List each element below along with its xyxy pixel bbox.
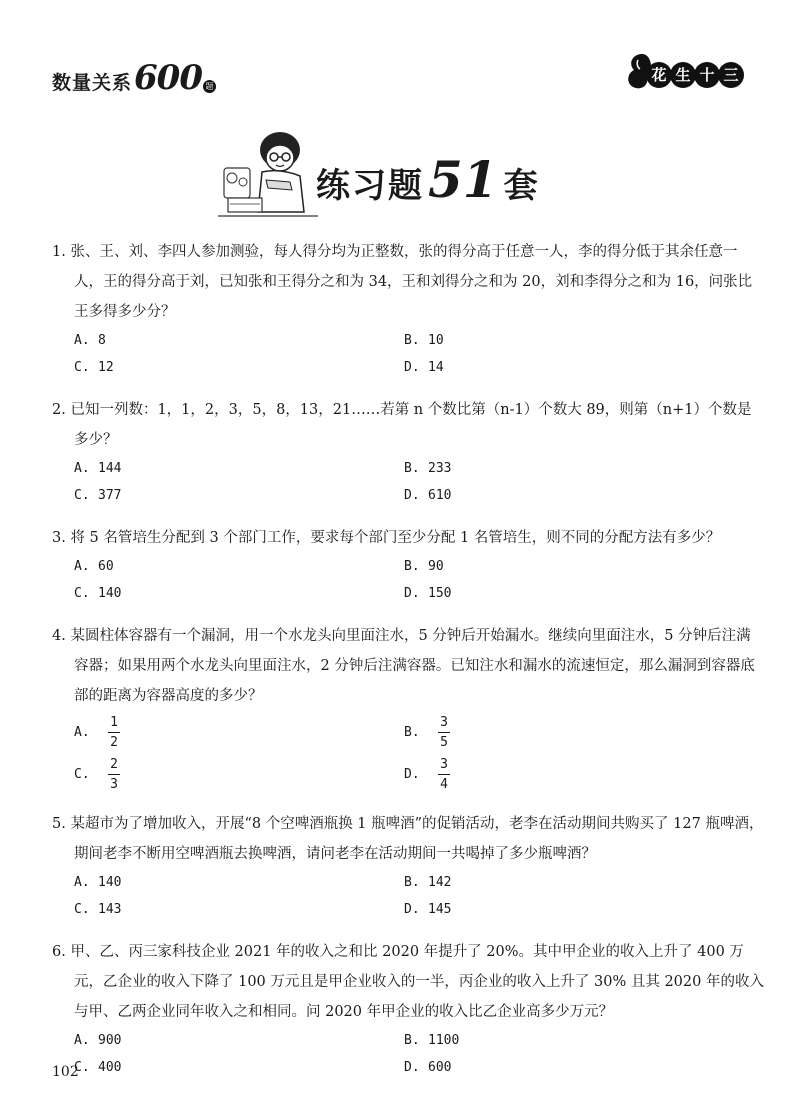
option-letter: B. — [404, 559, 420, 574]
numerator: 3 — [440, 714, 448, 730]
option-text: 142 — [428, 875, 452, 890]
option-text: 400 — [98, 1060, 122, 1075]
brand-char-3: 十 — [694, 62, 720, 88]
fraction-bar — [108, 732, 120, 733]
option-text: 8 — [98, 333, 106, 348]
option-list — [52, 869, 764, 923]
option-list — [52, 553, 764, 607]
option-text: 377 — [98, 488, 122, 503]
series-suffix: 题 — [203, 80, 216, 93]
option-list — [52, 1027, 764, 1081]
option-c[interactable] — [74, 354, 404, 381]
option-d[interactable] — [404, 753, 734, 795]
denominator: 2 — [110, 734, 118, 750]
option-c[interactable] — [74, 482, 404, 509]
option-list — [52, 455, 764, 509]
fraction-bar — [108, 774, 120, 775]
numerator: 2 — [110, 756, 118, 772]
denominator: 3 — [110, 776, 118, 792]
option-a[interactable] — [74, 869, 404, 896]
question-stem: 2. 已知一列数：1，1，2，3，5，8，13，21……若第 n 个数比第（n-1）个数大 89，则第（n+1）个数是多少？ — [52, 402, 752, 448]
option-c[interactable] — [74, 753, 404, 795]
set-title — [316, 150, 540, 209]
brand-char-4: 三 — [718, 62, 744, 88]
question-stem: 4. 某圆柱体容器有一个漏洞，用一个水龙头向里面注水，5 分钟后开始漏水。继续向里面注水，5 分钟后注满容器；如果用两个水龙头向里面注水，2 分钟后注满容器。已知注水和漏水的流速恒定，那么漏洞到容器底部的距离为容器高度的多少？ — [52, 628, 755, 704]
question-6 — [52, 937, 764, 1081]
option-text: 145 — [428, 902, 452, 917]
denominator: 4 — [440, 776, 448, 792]
set-number: 51 — [428, 150, 498, 209]
option-b[interactable] — [404, 869, 734, 896]
student-reading-icon — [218, 120, 318, 220]
option-text: 90 — [428, 559, 444, 574]
question-list — [52, 237, 764, 1095]
option-d[interactable] — [404, 896, 734, 923]
fraction — [438, 715, 450, 750]
series-header — [52, 58, 216, 98]
option-list — [52, 711, 764, 795]
option-text: 233 — [428, 461, 452, 476]
numerator: 1 — [110, 714, 118, 730]
option-letter: B. — [404, 724, 420, 740]
series-number: 600 — [134, 58, 202, 98]
option-letter: D. — [404, 902, 420, 917]
numerator: 3 — [440, 756, 448, 772]
option-text: 10 — [428, 333, 444, 348]
page-number: 102 — [52, 1064, 79, 1080]
option-letter: C. — [74, 1060, 90, 1075]
option-text: 900 — [98, 1033, 122, 1048]
fraction — [438, 757, 450, 792]
option-letter: A. — [74, 1033, 90, 1048]
denominator: 5 — [440, 734, 448, 750]
option-d[interactable] — [404, 1054, 734, 1081]
option-text: 60 — [98, 559, 114, 574]
option-text: 610 — [428, 488, 452, 503]
option-b[interactable] — [404, 1027, 734, 1054]
option-d[interactable] — [404, 580, 734, 607]
option-text: 150 — [428, 586, 452, 601]
option-b[interactable] — [404, 553, 734, 580]
option-c[interactable] — [74, 896, 404, 923]
option-a[interactable] — [74, 327, 404, 354]
option-text: 143 — [98, 902, 122, 917]
option-letter: D. — [404, 586, 420, 601]
option-letter: C. — [74, 488, 90, 503]
question-stem: 1. 张、王、刘、李四人参加测验，每人得分均为正整数，张的得分高于任意一人，李的得分低于其余任意一人，王的得分高于刘，已知张和王得分之和为 34，王和刘得分之和为 20，刘和李得分之和为 16，问张比王多得多少分？ — [52, 244, 753, 320]
question-1 — [52, 237, 764, 381]
fraction-bar — [438, 732, 450, 733]
set-title-prefix: 练习题 — [316, 166, 424, 206]
option-a[interactable] — [74, 553, 404, 580]
series-title: 数量关系 — [52, 72, 133, 94]
set-title-suffix: 套 — [503, 166, 540, 206]
question-stem: 3. 将 5 名管培生分配到 3 个部门工作，要求每个部门至少分配 1 名管培生，则不同的分配方法有多少？ — [52, 530, 721, 546]
option-a[interactable] — [74, 1027, 404, 1054]
option-b[interactable] — [404, 455, 734, 482]
option-letter: D. — [404, 766, 420, 782]
question-4 — [52, 621, 764, 795]
option-letter: C. — [74, 360, 90, 375]
question-stem: 6. 甲、乙、丙三家科技企业 2021 年的收入之和比 2020 年提升了 20%。其中甲企业的收入上升了 400 万元，乙企业的收入下降了 100 万元且是甲企业收入的一半，丙企业的收入上升了 30% 且其 2020 年的收入与甲、乙两企业同年收入之和相同。问 2020 年甲企业的收入比乙企业高多少万元？ — [52, 944, 764, 1020]
option-letter: A. — [74, 333, 90, 348]
option-letter: A. — [74, 724, 90, 740]
option-a[interactable] — [74, 711, 404, 753]
option-d[interactable] — [404, 482, 734, 509]
option-c[interactable] — [74, 580, 404, 607]
option-c[interactable] — [74, 1054, 404, 1081]
question-5 — [52, 809, 764, 923]
option-letter: D. — [404, 488, 420, 503]
option-b[interactable] — [404, 327, 734, 354]
option-text: 12 — [98, 360, 114, 375]
option-letter: C. — [74, 586, 90, 601]
option-letter: B. — [404, 1033, 420, 1048]
question-3 — [52, 523, 764, 607]
option-text: 600 — [428, 1060, 452, 1075]
option-text: 1100 — [428, 1033, 460, 1048]
option-d[interactable] — [404, 354, 734, 381]
option-b[interactable] — [404, 711, 734, 753]
fraction — [108, 757, 120, 792]
option-letter: C. — [74, 766, 90, 782]
brand-char-1: 花 — [646, 62, 672, 88]
option-letter: B. — [404, 461, 420, 476]
option-letter: B. — [404, 333, 420, 348]
option-text: 140 — [98, 586, 122, 601]
option-letter: B. — [404, 875, 420, 890]
option-letter: D. — [404, 1060, 420, 1075]
option-a[interactable] — [74, 455, 404, 482]
fraction — [108, 715, 120, 750]
option-text: 140 — [98, 875, 122, 890]
option-text: 144 — [98, 461, 122, 476]
option-text: 14 — [428, 360, 444, 375]
option-letter: C. — [74, 902, 90, 917]
option-letter: A. — [74, 559, 90, 574]
question-2 — [52, 395, 764, 509]
brand-logo — [620, 50, 760, 92]
option-letter: A. — [74, 461, 90, 476]
brand-char-2: 生 — [670, 62, 696, 88]
fraction-bar — [438, 774, 450, 775]
option-letter: D. — [404, 360, 420, 375]
option-letter: A. — [74, 875, 90, 890]
question-stem: 5. 某超市为了增加收入，开展“8 个空啤酒瓶换 1 瓶啤酒”的促销活动，老李在活动期间共购买了 127 瓶啤酒，期间老李不断用空啤酒瓶去换啤酒，请问老李在活动期间一共喝掉了多少瓶啤酒？ — [52, 816, 764, 862]
option-list — [52, 327, 764, 381]
